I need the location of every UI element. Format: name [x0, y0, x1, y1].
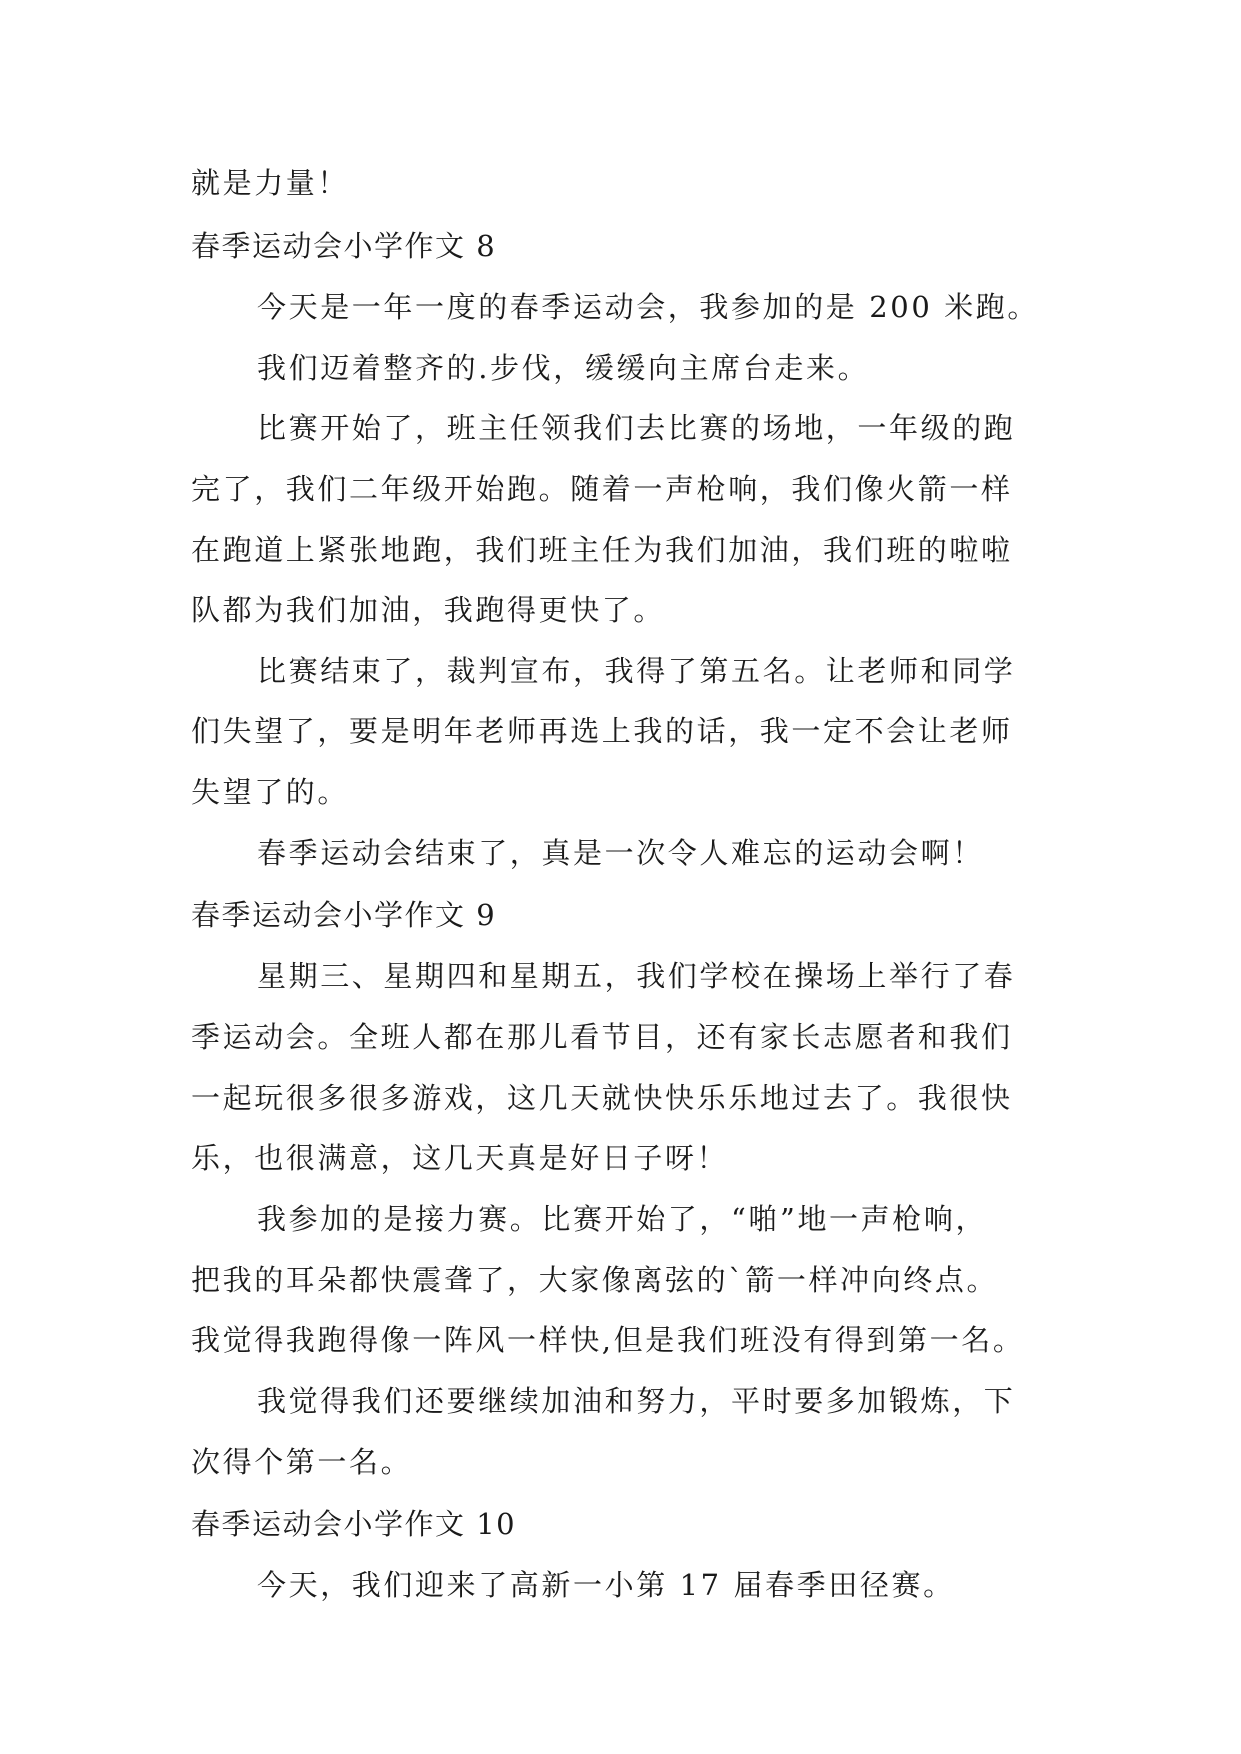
section-heading: 春季运动会小学作文 9: [191, 898, 497, 932]
paragraph-line: 今天是一年一度的春季运动会，我参加的是 200 米跑。: [257, 290, 1039, 324]
paragraph-line: 完了，我们二年级开始跑。随着一声枪响，我们像火箭一样: [191, 472, 1013, 506]
paragraph-line: 春季运动会结束了，真是一次令人难忘的运动会啊！: [257, 836, 984, 870]
section-heading: 春季运动会小学作文 10: [191, 1507, 517, 1541]
paragraph-line: 队都为我们加油，我跑得更快了。: [191, 593, 666, 627]
paragraph-line: 们失望了，要是明年老师再选上我的话，我一定不会让老师: [191, 714, 1013, 748]
paragraph-line: 失望了的。: [191, 775, 350, 809]
paragraph-line: 我觉得我跑得像一阵风一样快,但是我们班没有得到第一名。: [191, 1323, 1025, 1357]
paragraph-line: 我参加的是接力赛。比赛开始了，“啪”地一声枪响，: [257, 1202, 988, 1236]
text-line: 就是力量！: [191, 166, 350, 200]
paragraph-line: 星期三、星期四和星期五，我们学校在操场上举行了春: [257, 959, 1016, 993]
section-heading: 春季运动会小学作文 8: [191, 229, 497, 263]
paragraph-line: 比赛开始了，班主任领我们去比赛的场地，一年级的跑: [257, 411, 1016, 445]
paragraph-line: 比赛结束了，裁判宣布，我得了第五名。让老师和同学: [257, 654, 1016, 688]
paragraph-line: 季运动会。全班人都在那儿看节目，还有家长志愿者和我们: [191, 1020, 1013, 1054]
paragraph-line: 在跑道上紧张地跑，我们班主任为我们加油，我们班的啦啦: [191, 533, 1013, 567]
paragraph-line: 把我的耳朵都快震聋了，大家像离弦的`箭一样冲向终点。: [191, 1263, 999, 1297]
paragraph-line: 我觉得我们还要继续加油和努力，平时要多加锻炼，下: [257, 1384, 1016, 1418]
paragraph-line: 今天，我们迎来了高新一小第 17 届春季田径赛。: [257, 1568, 955, 1602]
paragraph-line: 乐，也很满意，这几天真是好日子呀！: [191, 1141, 729, 1175]
paragraph-line: 我们迈着整齐的.步伐，缓缓向主席台走来。: [257, 351, 870, 385]
paragraph-line: 一起玩很多很多游戏，这几天就快快乐乐地过去了。我很快: [191, 1081, 1013, 1115]
paragraph-line: 次得个第一名。: [191, 1445, 413, 1479]
